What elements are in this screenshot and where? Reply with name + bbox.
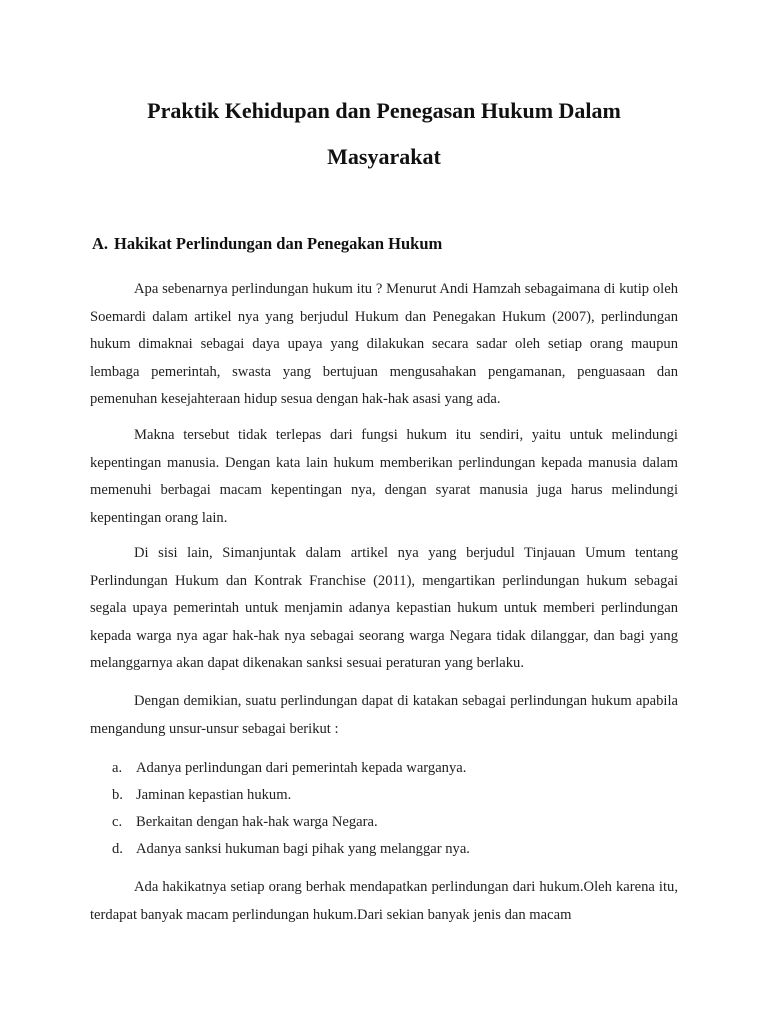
paragraph-text: Di sisi lain, Simanjuntak dalam artikel nya yang berjudul Tinjauan Umum tentang Perlindungan Hukum dan Kontrak Franchise (2011), mengartikan perlindungan hukum sebagai segala upaya pemerintah untuk menjamin adanya kepastian hukum untuk memberi perlindungan kepada warga nya agar hak-hak nya sebagai seorang warga Negara tidak dilanggar, dan bagi yang melanggarnya akan dapat dikenakan sanksi sesuai peraturan yang berlaku. xyxy=(90,545,678,671)
paragraph-text: Ada hakikatnya setiap orang berhak mendapatkan perlindungan dari hukum.Oleh karena itu, terdapat banyak macam perlindungan hukum.Dari sekian banyak jenis dan macam xyxy=(90,879,678,923)
paragraph-3 xyxy=(90,540,678,678)
paragraph-text: Makna tersebut tidak terlepas dari fungsi hukum itu sendiri, yaitu untuk melindungi kepentingan manusia. Dengan kata lain hukum memberikan perlindungan kepada manusia dalam memenuhi berbagai macam kepentingan nya, dengan syarat manusia juga harus melindungi kepentingan orang lain. xyxy=(90,427,678,526)
list-marker: d. xyxy=(112,841,123,857)
list-item-text: Adanya sanksi hukuman bagi pihak yang melanggar nya. xyxy=(136,841,470,857)
list-marker: c. xyxy=(112,814,123,830)
criteria-list xyxy=(112,755,470,863)
section-number: A. xyxy=(92,234,109,253)
paragraph-5 xyxy=(90,874,678,929)
paragraph-1 xyxy=(90,276,678,414)
document-title: Praktik Kehidupan dan Penegasan Hukum Dalam Masyarakat xyxy=(147,98,621,169)
paragraph-text: Apa sebenarnya perlindungan hukum itu ? Menurut Andi Hamzah sebagaimana di kutip oleh Soemardi dalam artikel nya yang berjudul Hukum dan Penegakan Hukum (2007), perlindungan hukum dimaknai sebagai daya upaya yang dilakukan secara sadar oleh setiap orang maupun lembaga pemerintah, swasta yang bertujuan mengusahakan pengamanan, penguasaan dan pemenuhan kesejahteraan hidup sesua dengan hak-hak asasi yang ada. xyxy=(90,281,678,407)
list-marker: b. xyxy=(112,787,123,803)
list-item xyxy=(112,755,470,782)
list-item-text: Jaminan kepastian hukum. xyxy=(136,787,292,803)
list-item xyxy=(112,782,470,809)
section-heading xyxy=(92,232,442,256)
paragraph-2 xyxy=(90,422,678,532)
list-item-text: Berkaitan dengan hak-hak warga Negara. xyxy=(136,814,378,830)
list-item xyxy=(112,836,470,863)
section-heading-text: Hakikat Perlindungan dan Penegakan Hukum xyxy=(114,234,443,253)
list-marker: a. xyxy=(112,760,123,776)
list-item-text: Adanya perlindungan dari pemerintah kepada warganya. xyxy=(136,760,467,776)
paragraph-text: Dengan demikian, suatu perlindungan dapat di katakan sebagai perlindungan hukum apabila mengandung unsur-unsur sebagai berikut : xyxy=(90,693,678,737)
paragraph-4 xyxy=(90,688,678,743)
list-item xyxy=(112,809,470,836)
